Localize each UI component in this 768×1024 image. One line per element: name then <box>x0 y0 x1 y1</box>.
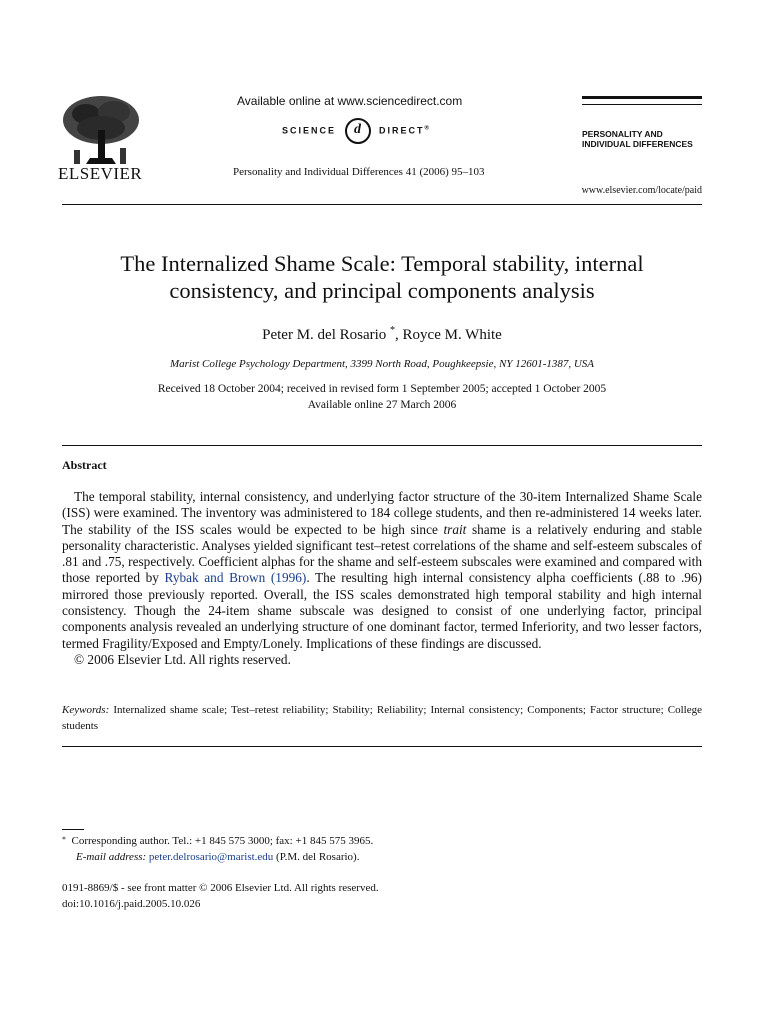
footnote-divider <box>62 829 84 830</box>
journal-title-line2: INDIVIDUAL DIFFERENCES <box>582 139 693 149</box>
abstract-paragraph <box>62 489 702 652</box>
author-1: Peter M. del Rosario <box>262 327 387 343</box>
keywords-text: Internalized shame scale; Test–retest reliability; Stability; Reliability; Internal consistency; Components; Factor structure; College students <box>62 704 702 732</box>
journal-url[interactable]: www.elsevier.com/locate/paid <box>581 185 702 196</box>
publisher-name: ELSEVIER <box>58 164 143 183</box>
author-2: Royce M. White <box>402 327 502 343</box>
abstract-italic-trait: trait <box>443 521 467 537</box>
footnote-mark: * <box>62 835 66 844</box>
article-history <box>62 381 702 413</box>
sciencedirect-left: SCIENCE <box>282 125 337 136</box>
journal-logo-bar-thin <box>582 104 702 105</box>
sciencedirect-at-icon: d <box>345 118 371 144</box>
corresponding-author-text: Corresponding author. Tel.: +1 845 575 3000; fax: +1 845 575 3965. <box>71 835 374 847</box>
sciencedirect-mark: ® <box>424 125 431 132</box>
abstract-bottom-divider <box>62 746 702 747</box>
issn-line: 0191-8869/$ - see front matter © 2006 Elsevier Ltd. All rights reserved. <box>62 882 379 894</box>
email-suffix: (P.M. del Rosario). <box>273 850 360 863</box>
abstract-body <box>62 489 702 668</box>
sciencedirect-right: DIRECT <box>379 125 425 136</box>
keywords-label: Keywords: <box>62 704 110 716</box>
doi-line[interactable]: doi:10.1016/j.paid.2005.10.026 <box>62 898 201 910</box>
abstract-copyright: © 2006 Elsevier Ltd. All rights reserved. <box>74 651 291 667</box>
footnote-corresponding <box>62 834 373 850</box>
footnote-email-line <box>62 850 373 866</box>
front-matter <box>62 880 379 912</box>
email-label: E-mail address: <box>76 850 147 863</box>
article-title-line2: consistency, and principal components analysis <box>169 278 595 303</box>
abstract-part-2: shame is a relatively enduring and stable personality characteristic. Analyses yielded significant test–retest correlations of the shame and self-esteem subscales of .81 and .75, respectively. Coefficient alphas for the shame and self-esteem subscales were examined and compared with those reported by <box>62 521 702 586</box>
abstract-heading: Abstract <box>62 458 107 472</box>
author-separator: , <box>395 327 403 343</box>
abstract-top-divider <box>62 445 702 446</box>
journal-citation: Personality and Individual Differences 41 (2006) 95–103 <box>233 166 485 178</box>
authors <box>62 325 702 344</box>
email-link[interactable]: peter.delrosario@marist.edu <box>148 850 274 863</box>
footnote <box>62 834 373 865</box>
available-online-date: Available online 27 March 2006 <box>307 399 457 411</box>
article-title-line1: The Internalized Shame Scale: Temporal stability, internal <box>120 251 644 276</box>
header-divider <box>62 204 702 205</box>
journal-title <box>582 129 693 149</box>
citation-link[interactable]: Rybak and Brown (1996) <box>164 570 307 586</box>
received-dates: Received 18 October 2004; received in revised form 1 September 2005; accepted 1 October 2005 <box>157 383 607 395</box>
abstract-part-3: . The resulting high internal consistency alpha coefficients (.88 to .96) mirrored those previously reported. Overall, the ISS scales demonstrated high temporal stability and high internal consistency. Though the 24-item shame subscale was designed to consist of one underlying factor, principal components analysis revealed an underlying structure of one dominant factor, termed Inferiority, and two lesser factors, termed Fragility/Exposed and Empty/Lonely. Implications of these findings are discussed. <box>62 570 702 651</box>
sciencedirect-logo <box>282 118 431 144</box>
article-title <box>62 250 702 304</box>
keywords <box>62 703 702 734</box>
abstract-part-1: The temporal stability, internal consistency, and underlying factor structure of the 30-item Internalized Shame Scale (ISS) were examined. The inventory was administered to 184 college students, and then re-administered 14 weeks later. The stability of the ISS scales would be expected to be high since <box>62 489 702 537</box>
author-1-mark[interactable]: * <box>390 325 396 336</box>
journal-logo-bar-thick <box>582 96 702 99</box>
affiliation: Marist College Psychology Department, 3399 North Road, Poughkeepsie, NY 12601-1387, USA <box>169 358 595 370</box>
available-online-text: Available online at www.sciencedirect.com <box>237 94 463 108</box>
journal-title-line1: PERSONALITY AND <box>582 129 663 139</box>
